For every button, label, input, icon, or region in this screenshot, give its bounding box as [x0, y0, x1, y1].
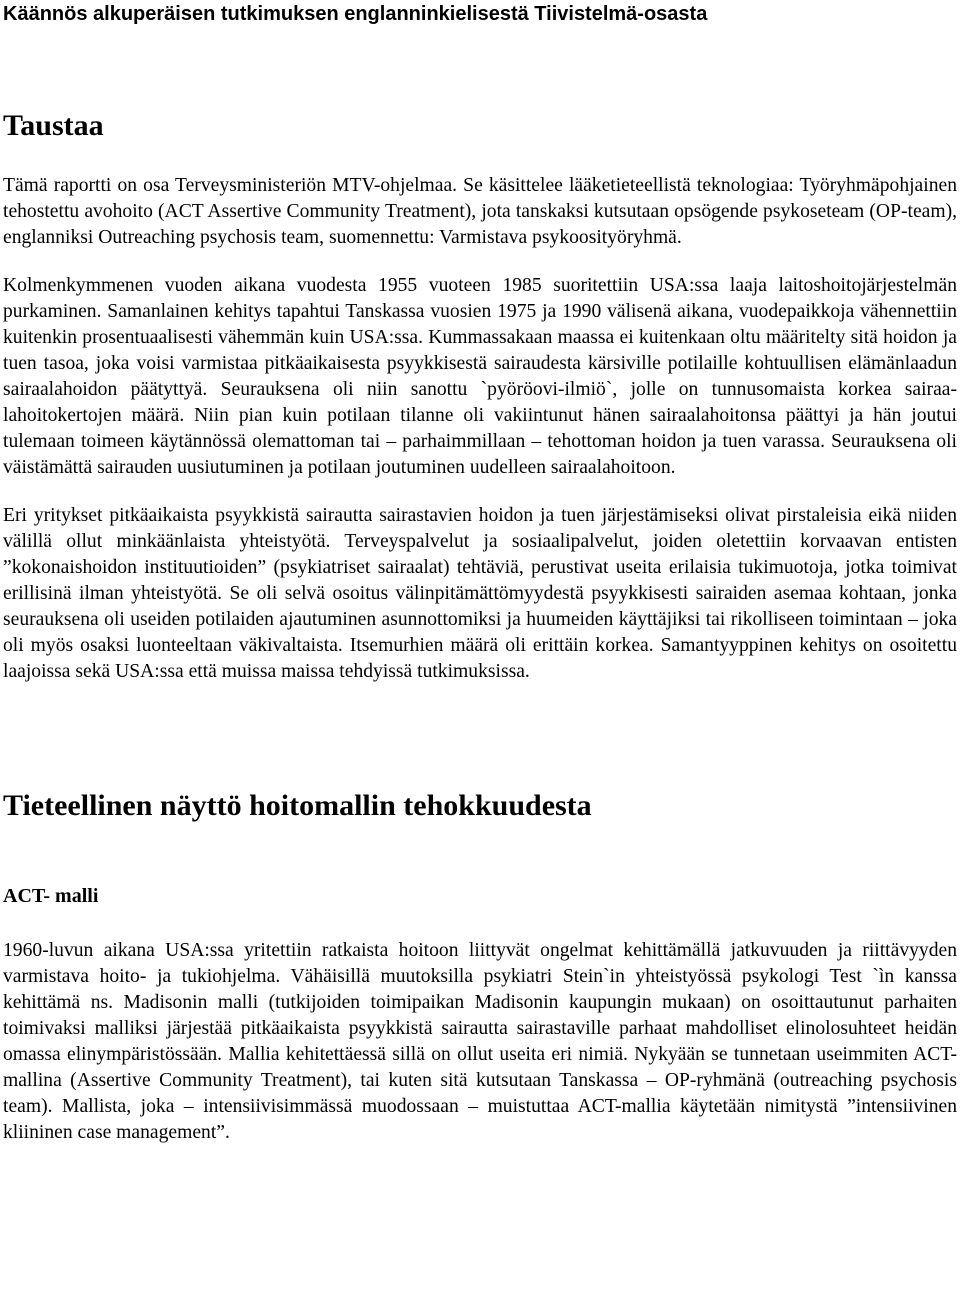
document-page: [3, 0, 957, 1146]
running-header: Käännös alkuperäisen tutkimuksen englanninkielisestä Tiivistelmä-osasta: [3, 3, 708, 25]
subheading-act-model: ACT- malli: [3, 885, 99, 907]
section-heading-taustaa: Taustaa: [3, 109, 104, 142]
paragraph: Eri yritykset pitkäaikaista psyykkistä sairautta sairastavien hoidon ja tuen järjestämiseksi olivat pirstaleisia eikä niiden välillä ollut minkäänlaista yhteistyötä. Terveyspalvelut ja sosiaalipalvelut, joiden oletettiin korvaavan entisten ”kokonaishoidon instituutioiden” (psykiatriset sairaalat) tehtäviä, perustivat useita erilaisia tukimuotoja, jotka toimivat erillisinä ilman yhteistyötä. Se oli selvä osoitus välinpitämättömyydestä psyykkisesti sairaiden asemaa kohtaan, jonka seurauksena oli useiden potilaiden ajautuminen asunnottomiksi ja huumeiden käyttäjiksi tai rikolliseen toimintaan – joka oli myös osaksi luonteeltaan väkivaltaista. Itsemurhien määrä oli erittäin korkea. Samantyyppinen kehitys on osoitettu laajoissa sekä USA:ssa että muissa maissa tehdyissä tutkimuksissa.: [3, 505, 957, 682]
paragraph: Tämä raportti on osa Terveysministeriön MTV-ohjelmaa. Se käsittelee lääketieteellistä teknologiaa: Työryhmäpohjainen tehostettu avohoito (ACT Assertive Community Treatment), jota tanskaksi kutsutaan opsögende psykoseteam (OP-team), englanniksi Outreaching psychosis team, suomennettu: Varmistava psykoosityöryhmä.: [3, 175, 957, 248]
paragraph: Kolmenkymmenen vuoden aikana vuodesta 1955 vuoteen 1985 suoritettiin USA:ssa laaja laitoshoitojärjestelmän purkaminen. Samanlainen kehitys tapahtui Tanskassa vuosien 1975 ja 1990 välisenä aikana, vuodepaikkoja vähennettiin kuitenkin prosentuaalisesti vähemmän kuin USA:ssa. Kummassakaan maassa ei kuitenkaan oltu määritelty sitä hoidon ja tuen tasoa, joka voisi varmistaa pitkäaikaisesta psyykkisestä sairaudesta kärsiville potilaille kohtuullisen elämänlaadun sairaalahoidon päätyttyä. Seurauksena oli niin sanottu `pyöröovi-ilmiö`, jolle on tunnusomaista korkea sairaalahoitokertojen määrä. Niin pian kuin potilaan tilanne oli vakiintunut hänen sairaalahoitonsa päättyi ja hän joutui tulemaan toimeen käytännössä olemattoman tai – parhaimmillaan – tehottoman hoidon ja tuen varassa. Seurauksena oli väistämättä sairauden uusiutuminen ja potilaan joutuminen uudelleen sairaalahoitoon.: [3, 275, 957, 478]
section-heading-evidence: Tieteellinen näyttö hoitomallin tehokkuudesta: [3, 789, 592, 822]
paragraph: 1960-luvun aikana USA:ssa yritettiin ratkaista hoitoon liittyvät ongelmat kehittämällä jatkuvuuden ja riittävyyden varmistava hoito- ja tukiohjelma. Vähäisillä muutoksilla psykiatri Stein`in yhteistyössä psykologi Test `ìn kanssa kehittämä ns. Madisonin malli (tutkijoiden toimipaikan Madisonin kaupungin mukaan) on osoittautunut parhaiten toimivaksi malliksi järjestää pitkäaikaista psyykkistä sairautta sairastaville parhaat mahdolliset elinolosuhteet heidän omassa elinympäristössään. Mallia kehitettäessä sillä on ollut useita eri nimiä. Nykyään se tunnetaan useimmiten ACT-mallina (Assertive Community Treatment), tai kuten sitä kutsutaan Tanskassa – OP-ryhmänä (outreaching psychosis team). Mallista, joka – intensiivisimmässä muodossaan – muistuttaa ACT-mallia käytetään nimitystä ”intensiivinen kliininen case management”.: [3, 940, 957, 1143]
